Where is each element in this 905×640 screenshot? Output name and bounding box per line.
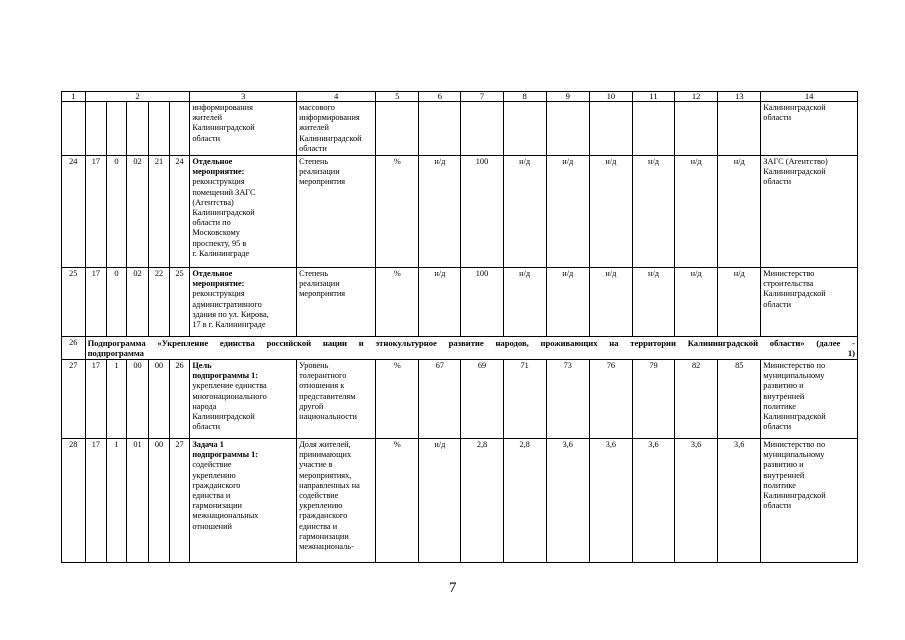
table-row [62,156,858,268]
unit-cell: % [376,268,419,337]
header-cell: 13 [718,92,761,102]
code-cell: 01 [126,439,149,563]
measure-type-label: Отдельное мероприятие: [192,157,245,177]
value-cell: н/д [419,439,461,563]
value-cell: 100 [461,268,503,337]
code-cell: 00 [149,439,170,563]
document-page [61,91,858,563]
header-cell: 8 [503,92,546,102]
code-cell: 02 [126,268,149,337]
code-cell: 21 [149,156,170,268]
value-cell: 3,6 [675,439,718,563]
code-cell: 17 [85,156,107,268]
measure-type-label: Цель подпрограммы 1: [192,361,259,381]
value-cell: 85 [718,360,761,439]
value-cell: н/д [419,268,461,337]
measure-name-cell [190,268,297,337]
responsible-cell: Министерство по муниципальному развитию и внутренней политике Калининградской области [761,439,858,563]
value-cell: н/д [419,156,461,268]
measure-name-cell [190,360,297,439]
unit-cell: % [376,439,419,563]
code-cell: 24 [62,156,86,268]
responsible-cell: ЗАГС (Агентство) Калининградской области [761,156,858,268]
header-cell: 9 [546,92,589,102]
indicator-cell: массового информирования жителей Калининградской области [297,102,376,156]
table-row [62,102,858,156]
measure-description: реконструкция помещений ЗАГС (Агентства) Калининградской области по Московскому проспекту, 95 в г. Калининграде [192,177,256,258]
measure-type-label: Отдельное мероприятие: [192,269,245,289]
code-cell: 00 [126,360,149,439]
subprogram-title-line: подпрограмма 1) [87,348,855,359]
header-cell: 3 [190,92,297,102]
unit-cell: % [376,360,419,439]
value-cell: н/д [546,156,589,268]
value-cell: 3,6 [589,439,632,563]
value-cell: 3,6 [546,439,589,563]
code-cell: 24 [169,156,190,268]
code-cell: 26 [169,360,190,439]
value-cell: 71 [503,360,546,439]
value-cell: 3,6 [718,439,761,563]
value-cell: н/д [546,268,589,337]
code-cell: 22 [149,268,170,337]
indicator-cell: Уровень толерантного отношения к представителям другой национальности [297,360,376,439]
table-row [62,268,858,337]
responsible-cell: Министерство по муниципальному развитию и внутренней политике Калининградской области [761,360,858,439]
unit-cell: % [376,156,419,268]
header-cell: 5 [376,92,419,102]
value-cell: н/д [718,156,761,268]
code-cell: 0 [107,156,127,268]
responsible-cell: Министерство строительства Калининградской области [761,268,858,337]
measure-name-cell [190,156,297,268]
measure-description: содействие укреплению гражданского единства и гармонизации межнациональных отношений [192,460,259,531]
value-cell: 67 [419,360,461,439]
indicators-table [61,91,858,563]
code-cell: 25 [169,268,190,337]
table-row [62,360,858,439]
value-cell: н/д [503,156,546,268]
page-number: 7 [449,580,457,596]
code-cell: 1 [107,439,127,563]
code-cell: 1 [107,360,127,439]
value-cell: 76 [589,360,632,439]
value-cell: н/д [503,268,546,337]
measure-description: укрепление единства многонационального народа Калининградской области [192,381,267,432]
header-cell: 4 [297,92,376,102]
measure-type-label: Задача 1 подпрограммы 1: [192,440,259,460]
subprogram-title-line: Подпрограмма «Укрепление единства российской нации и этнокультурное развитие народов, проживающих на территории Калининградской области» (далее - [87,338,855,349]
header-cell: 14 [761,92,858,102]
header-row [62,92,858,102]
measure-description: реконструкция административного здания по ул. Кирова, 17 в г. Калининграде [192,289,269,330]
header-cell: 10 [589,92,632,102]
value-cell: 82 [675,360,718,439]
code-cell: 27 [62,360,86,439]
subprogram-row [62,337,858,360]
value-cell: н/д [675,156,718,268]
header-cell: 1 [62,92,86,102]
value-cell: 3,6 [632,439,674,563]
value-cell: н/д [718,268,761,337]
code-cell: 17 [85,439,107,563]
indicator-cell: Степень реализации мероприятия [297,156,376,268]
measure-name-cell [190,439,297,563]
header-cell: 2 [85,92,190,102]
indicator-cell: Доля жителей, принимающих участие в мероприятиях, направленных на содействие укреплению гражданского единства и гармонизации межнациональ- [297,439,376,563]
code-cell: 17 [85,268,107,337]
header-cell: 7 [461,92,503,102]
value-cell: н/д [589,268,632,337]
value-cell: 73 [546,360,589,439]
code-cell: 00 [149,360,170,439]
value-cell: 100 [461,156,503,268]
value-cell: 2,8 [503,439,546,563]
measure-name-cell: информирования жителей Калининградской области [190,102,297,156]
table-row [62,439,858,563]
header-cell: 12 [675,92,718,102]
value-cell: н/д [632,156,674,268]
code-cell: 26 [62,337,86,360]
value-cell: 69 [461,360,503,439]
subprogram-title [85,337,857,360]
code-cell: 02 [126,156,149,268]
value-cell: н/д [675,268,718,337]
responsible-cell: Калининградской области [761,102,858,156]
code-cell: 17 [85,360,107,439]
header-cell: 6 [419,92,461,102]
code-cell: 0 [107,268,127,337]
value-cell: н/д [589,156,632,268]
value-cell: н/д [632,268,674,337]
value-cell: 79 [632,360,674,439]
code-cell: 25 [62,268,86,337]
value-cell: 2,8 [461,439,503,563]
header-cell: 11 [632,92,674,102]
code-cell: 28 [62,439,86,563]
indicator-cell: Степень реализации мероприятия [297,268,376,337]
code-cell: 27 [169,439,190,563]
